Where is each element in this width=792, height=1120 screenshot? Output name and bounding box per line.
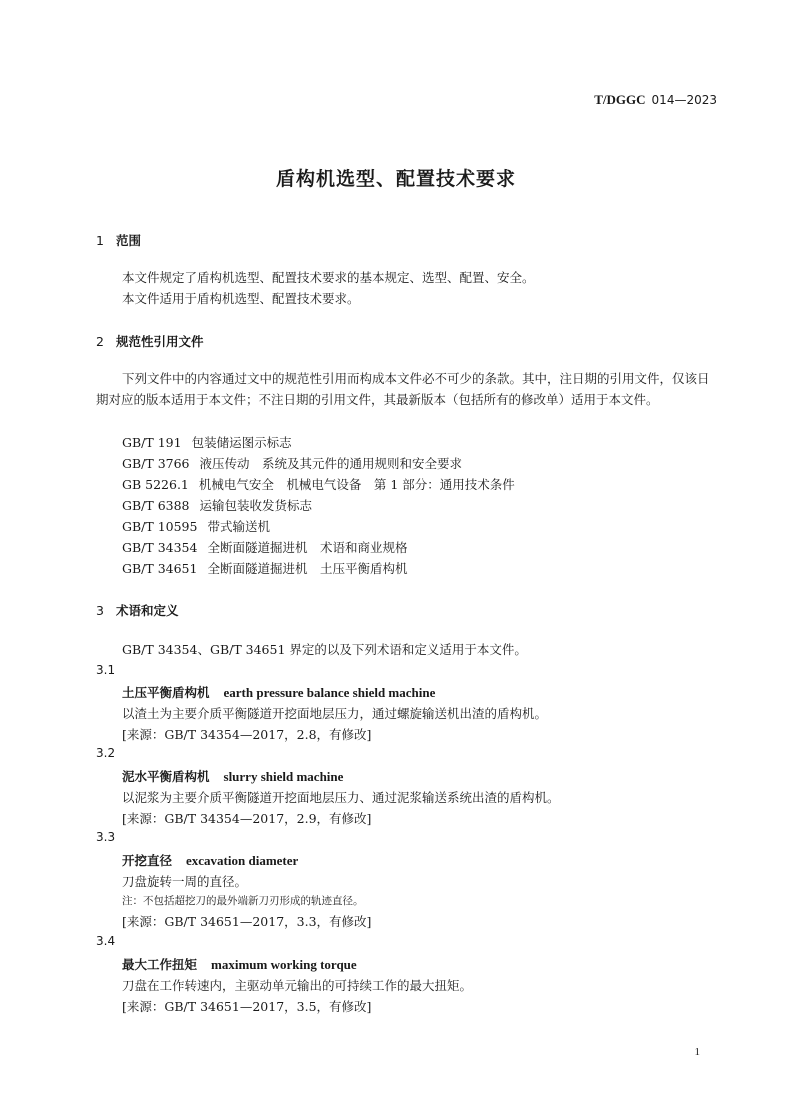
section-heading-terms-definitions bbox=[96, 601, 179, 619]
section-title: 范围 bbox=[116, 233, 142, 248]
reference-item bbox=[122, 433, 292, 451]
term-number: 3.3 bbox=[96, 830, 116, 844]
document-code-number: 014—2023 bbox=[651, 93, 717, 107]
reference-code: GB/T 10595 bbox=[122, 519, 198, 534]
reference-item bbox=[122, 475, 515, 493]
document-code-prefix: T/DGGC bbox=[594, 92, 646, 107]
reference-code: GB/T 34651 bbox=[122, 561, 198, 576]
reference-code: GB/T 6388 bbox=[122, 498, 190, 513]
term-note: 注：不包括超挖刀的最外端新刀刃形成的轨迹直径。 bbox=[122, 895, 364, 907]
term-number: 3.2 bbox=[96, 746, 116, 760]
term-source: [来源：GB/T 34651—2017，3.3，有修改] bbox=[122, 914, 372, 929]
term-number: 3.1 bbox=[96, 663, 116, 677]
term-title bbox=[122, 683, 435, 701]
term-definition: 刀盘旋转一周的直径。 bbox=[122, 874, 248, 889]
reference-code: GB 5226.1 bbox=[122, 477, 189, 492]
reference-item bbox=[122, 517, 270, 535]
reference-code: GB/T 3766 bbox=[122, 456, 190, 471]
term-definition: 以渣土为主要介质平衡隧道开挖面地层压力，通过螺旋输送机出渣的盾构机。 bbox=[122, 706, 548, 721]
reference-code: GB/T 191 bbox=[122, 435, 182, 450]
term-definition: 以泥浆为主要介质平衡隧道开挖面地层压力、通过泥浆输送系统出渣的盾构机。 bbox=[122, 790, 560, 805]
reference-name: 全断面隧道掘进机 土压平衡盾构机 bbox=[207, 561, 408, 576]
term-title-zh: 开挖直径 bbox=[122, 853, 173, 868]
paragraph: 本文件规定了盾构机选型、配置技术要求的基本规定、选型、配置、安全。 bbox=[122, 270, 535, 285]
term-title-en: earth pressure balance shield machine bbox=[223, 685, 436, 700]
reference-code: GB/T 34354 bbox=[122, 540, 198, 555]
paragraph: 下列文件中的内容通过文中的规范性引用而构成本文件必不可少的条款。其中，注日期的引用文件，仅该日期对应的版本适用于本文件；不注日期的引用文件，其最新版本（包括所有的修改单）适用于本文件。 bbox=[96, 371, 710, 407]
paragraph: GB/T 34354、GB/T 34651 界定的以及下列术语和定义适用于本文件。 bbox=[122, 642, 527, 657]
reference-item bbox=[122, 538, 407, 556]
section-heading-scope bbox=[96, 231, 141, 249]
section-heading-normative-references bbox=[96, 332, 204, 350]
term-number: 3.4 bbox=[96, 934, 116, 948]
reference-name: 液压传动 系统及其元件的通用规则和安全要求 bbox=[199, 456, 463, 471]
reference-name: 机械电气安全 机械电气设备 第 1 部分：通用技术条件 bbox=[198, 477, 515, 492]
reference-name: 运输包装收发货标志 bbox=[199, 498, 313, 513]
document-title: 盾构机选型、配置技术要求 bbox=[275, 168, 516, 190]
term-title-zh: 最大工作扭矩 bbox=[122, 957, 198, 972]
reference-name: 包装储运图示标志 bbox=[191, 435, 292, 450]
section-title: 术语和定义 bbox=[116, 603, 179, 618]
reference-item bbox=[122, 559, 407, 577]
section-number: 3 bbox=[96, 603, 104, 618]
reference-item bbox=[122, 496, 312, 514]
term-source: [来源：GB/T 34354—2017，2.8，有修改] bbox=[122, 727, 372, 742]
term-title-en: excavation diameter bbox=[186, 853, 299, 868]
term-title-zh: 泥水平衡盾构机 bbox=[122, 769, 210, 784]
document-code bbox=[594, 92, 717, 108]
term-title bbox=[122, 767, 343, 785]
reference-name: 全断面隧道掘进机 术语和商业规格 bbox=[207, 540, 408, 555]
section-number: 1 bbox=[96, 233, 104, 248]
paragraph: 本文件适用于盾构机选型、配置技术要求。 bbox=[122, 291, 360, 306]
section-title: 规范性引用文件 bbox=[116, 334, 204, 349]
term-title-en: maximum working torque bbox=[211, 957, 357, 972]
term-title-zh: 土压平衡盾构机 bbox=[122, 685, 210, 700]
reference-item bbox=[122, 454, 462, 472]
reference-name: 带式输送机 bbox=[207, 519, 270, 534]
section-number: 2 bbox=[96, 334, 104, 349]
page-number: 1 bbox=[694, 1046, 700, 1058]
term-source: [来源：GB/T 34651—2017，3.5，有修改] bbox=[122, 999, 372, 1014]
term-title-en: slurry shield machine bbox=[223, 769, 344, 784]
term-title bbox=[122, 851, 298, 869]
term-definition: 刀盘在工作转速内，主驱动单元输出的可持续工作的最大扭矩。 bbox=[122, 978, 473, 993]
term-source: [来源：GB/T 34354—2017，2.9，有修改] bbox=[122, 811, 372, 826]
term-title bbox=[122, 955, 357, 973]
